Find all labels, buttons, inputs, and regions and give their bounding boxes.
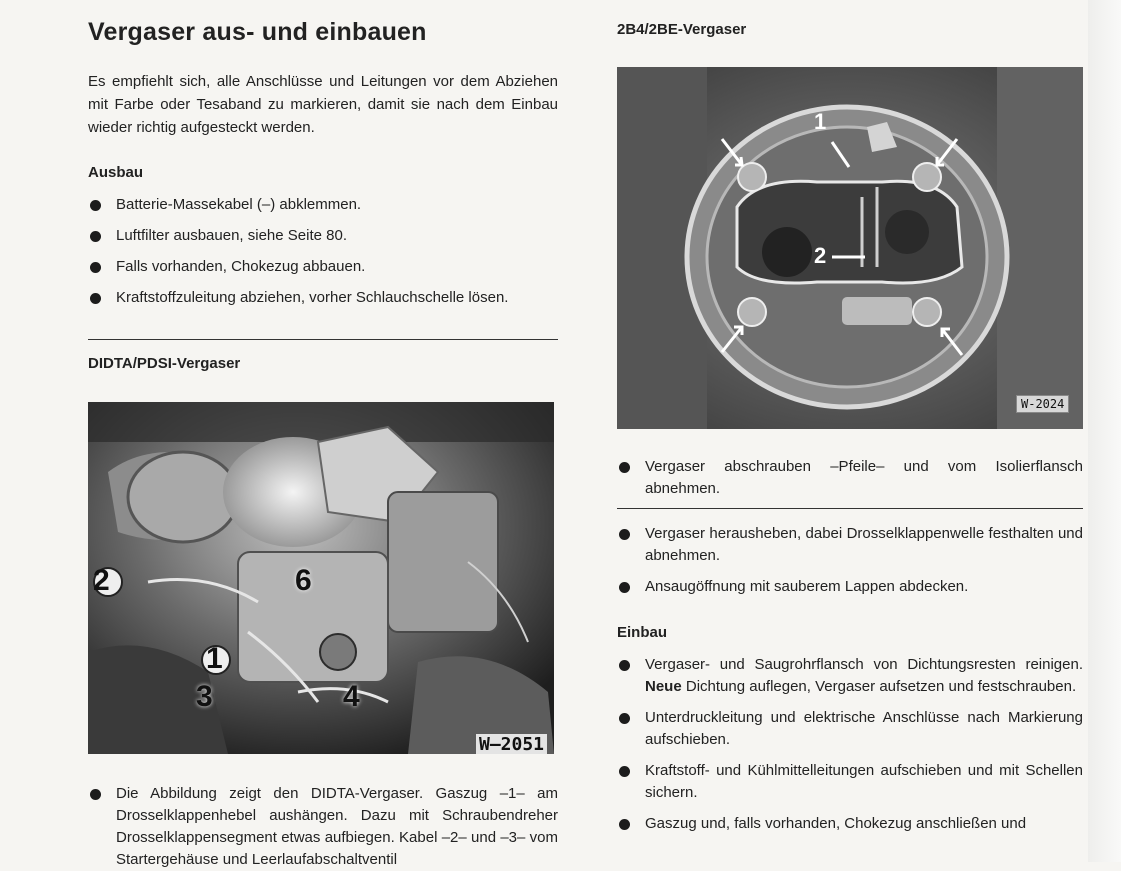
didta-instructions — [88, 783, 558, 871]
carburetor-photo-image — [88, 402, 554, 754]
list-item: Vergaser abschrauben –Pfeile– und vom Isolierflansch abnehmen. — [617, 456, 1083, 500]
bullet-icon — [619, 660, 630, 671]
list-item: Falls vorhanden, Chokezug abbauen. — [88, 256, 558, 278]
list-item: Vergaser herausheben, dabei Drosselklappenwelle festhalten und abnehmen. — [617, 523, 1083, 567]
bullet-icon — [619, 582, 630, 593]
list-item: Die Abbildung zeigt den DIDTA-Vergaser. Gaszug –1– am Drosselklappenhebel aushängen. Dazu mit Schraubendreher Drosselklappensegment etwas aufbiegen. Kabel –2– und –3– vom Startergehäuse und Leerlaufabschaltventil — [88, 783, 558, 871]
ausbau-heading: Ausbau — [88, 164, 144, 181]
bullet-icon — [90, 262, 101, 273]
carburetor-top-image — [617, 67, 1083, 429]
photo-figure-tag: W-2024 — [1016, 395, 1069, 413]
bullet-icon — [619, 819, 630, 830]
removal-list-b — [617, 523, 1083, 598]
bullet-icon — [90, 789, 101, 800]
divider — [617, 508, 1083, 509]
list-item: Kraftstoff- und Kühlmittelleitungen aufschieben und mit Schellen sichern. — [617, 760, 1083, 804]
photo-callout-1: 1 — [206, 642, 223, 675]
didta-carburetor-photo — [88, 402, 554, 754]
photo-callout-4: 4 — [343, 680, 360, 713]
einbau-list — [617, 654, 1083, 835]
ausbau-list — [88, 194, 558, 309]
list-item: Gaszug und, falls vorhanden, Chokezug anschließen und — [617, 813, 1083, 835]
photo-callout-1: 1 — [814, 109, 827, 134]
2b4-carburetor-photo — [617, 67, 1083, 429]
bullet-icon — [619, 462, 630, 473]
list-item: Kraftstoffzuleitung abziehen, vorher Schlauchschelle lösen. — [88, 287, 558, 309]
photo-callout-2: 2 — [93, 564, 110, 597]
divider — [88, 339, 558, 340]
2b4-heading: 2B4/2BE-Vergaser — [617, 21, 747, 38]
list-item: Batterie-Massekabel (–) abklemmen. — [88, 194, 558, 216]
adjacent-page-edge — [1088, 0, 1121, 862]
list-item: Ansaugöffnung mit sauberem Lappen abdecken. — [617, 576, 1083, 598]
removal-list-a — [617, 456, 1083, 500]
intro-paragraph: Es empfiehlt sich, alle Anschlüsse und Leitungen vor dem Abziehen mit Farbe oder Tesaband zu markieren, damit sie nach dem Einbau wieder richtig aufgesteckt werden. — [88, 73, 558, 136]
photo-callout-6: 6 — [295, 564, 312, 597]
bullet-icon — [619, 766, 630, 777]
bullet-icon — [90, 293, 101, 304]
page-title: Vergaser aus- und einbauen — [88, 18, 427, 46]
list-item: Vergaser- und Saugrohrflansch von Dichtungsresten reinigen. Neue Dichtung auflegen, Vergaser aufsetzen und festschrauben. — [617, 654, 1083, 698]
bullet-icon — [619, 713, 630, 724]
photo-callout-2: 2 — [814, 243, 827, 268]
photo-figure-tag: W–2051 — [476, 734, 547, 754]
list-item: Unterdruckleitung und elektrische Anschlüsse nach Markierung aufschieben. — [617, 707, 1083, 751]
bullet-icon — [90, 200, 101, 211]
bullet-icon — [90, 231, 101, 242]
photo-callout-3: 3 — [196, 680, 213, 713]
didta-heading: DIDTA/PDSI-Vergaser — [88, 355, 241, 372]
bullet-icon — [619, 529, 630, 540]
list-item: Luftfilter ausbauen, siehe Seite 80. — [88, 225, 558, 247]
einbau-heading: Einbau — [617, 624, 668, 641]
